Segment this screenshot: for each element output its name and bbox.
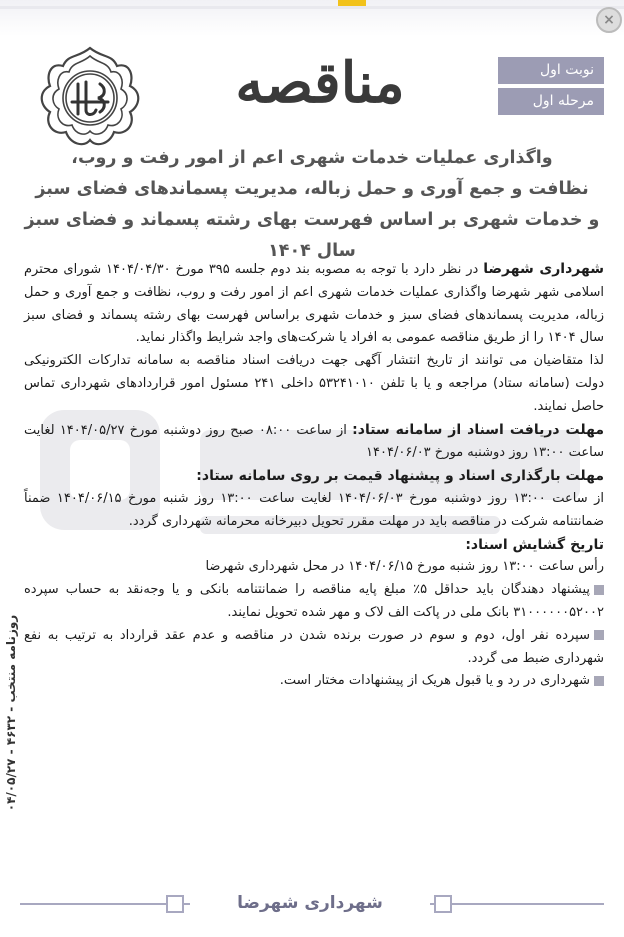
bullet-deposit bbox=[24, 625, 604, 671]
bullet-rights bbox=[24, 670, 604, 693]
newspaper-side-label bbox=[2, 583, 20, 843]
intro-text: در نظر دارد با توجه به مصوبه بند دوم جلسه ۳۹۵ مورخ ۱۴۰۴/۰۴/۳۰ شورای محترم اسلامی شهر شهرضا واگذاری عملیات خدمات شهری اعم از امور رفت و روب، نظافت و جمع آوری و حمل زباله، مدیریت پسماندهای فضای سبز و خدمات شهری براساس فهرست بهای رشته پسماند و فضای سبز سال ۱۴۰۴ را از طریق مناقصه عمومی به افراد یا شرکت‌های واجد شرایط واگذار نماید. bbox=[24, 262, 604, 346]
square-bullet-icon bbox=[594, 676, 604, 686]
footer-square-left-icon bbox=[166, 895, 184, 913]
upload-deadline-label: مهلت بارگذاری اسناد و پیشنهاد قیمت بر روی سامانه ستاد: bbox=[196, 468, 604, 485]
receive-deadline-paragraph bbox=[24, 419, 604, 466]
opening-text: رأس ساعت ۱۳:۰۰ روز شنبه مورخ ۱۴۰۴/۰۶/۱۵ در محل شهرداری شهرضا bbox=[205, 559, 604, 575]
square-bullet-icon bbox=[594, 630, 604, 640]
applicants-paragraph: لذا متقاضیان می توانند از تاریخ انتشار آگهی جهت دریافت اسناد مناقصه به سامانه تدارکات الکترونیکی دولت (سامانه ستاد) مراجعه و یا با تلفن ۵۳۲۴۱۰۱۰ داخلی ۲۴۱ مسئول امور قراردادهای شهرداری تماس حاصل نمایند. bbox=[24, 353, 604, 414]
notice-headline bbox=[22, 143, 602, 267]
close-button[interactable]: × bbox=[596, 7, 622, 33]
opening-label: تاریخ گشایش اسناد: bbox=[465, 536, 604, 553]
badge-stage: مرحله اول bbox=[498, 88, 604, 115]
headline-line-1: واگذاری عملیات خدمات شهری اعم از امور رفت و روب، bbox=[71, 148, 553, 168]
newspaper-issue-text: روزنامه منتخب - ۴۶۳۲ - ۰۴/۰۵/۲۷ bbox=[4, 614, 18, 812]
footer-municipality-name: شهرداری شهرضا bbox=[190, 886, 430, 920]
receive-deadline-label: مهلت دریافت اسناد از سامانه ستاد: bbox=[352, 421, 604, 438]
headline-line-3: و خدمات شهری بر اساس فهرست بهای رشته پسماند و فضای سبز سال ۱۴۰۴ bbox=[24, 210, 600, 261]
intro-paragraph bbox=[24, 258, 604, 350]
headline-line-2: نظافت و جمع آوری و حمل زباله، مدیریت پسماندهای فضای سبز bbox=[35, 179, 589, 199]
bullet-rights-text: شهرداری در رد و یا قبول هریک از پیشنهادات مختار است. bbox=[279, 673, 590, 689]
square-bullet-icon bbox=[594, 585, 604, 595]
badge-round: نوبت اول bbox=[498, 57, 604, 84]
footer-square-right-icon bbox=[434, 895, 452, 913]
organizer-name: شهرداری شهرضا bbox=[483, 261, 604, 277]
municipality-emblem-icon bbox=[30, 42, 150, 154]
top-rule bbox=[0, 6, 624, 9]
receive-deadline-text: از ساعت ۰۸:۰۰ صبح روز دوشنبه مورخ ۱۴۰۴/۰۵/۲۷ لغایت ساعت ۱۳:۰۰ روز دوشنبه مورخ ۱۴۰۴/۰۶/۰۳ bbox=[24, 422, 604, 461]
bullet-deposit-text: سپرده نفر اول، دوم و سوم در صورت برنده شدن در مناقصه و عدم عقد قرارداد به ترتیب به نفع شهرداری ضبط می گردد. bbox=[24, 627, 604, 666]
bullet-guarantee-text: پیشنهاد دهندگان باید حداقل ۵٪ مبلغ پایه مناقصه را ضمانتنامه بانکی و یا وجه‌نقد به حساب سپرده ۳۱۰۰۰۰۰۰۵۲۰۰۲ بانک ملی در پاکت الف لاک و مهر شده تحویل نمایند. bbox=[24, 582, 604, 620]
upload-deadline-text: از ساعت ۱۳:۰۰ روز دوشنبه مورخ ۱۴۰۴/۰۶/۰۳ لغایت ساعت ۱۳:۰۰ روز شنبه مورخ ۱۴۰۴/۰۶/۱۵ ضمناً ضمانتنامه شرکت در مناقصه باید در مهلت مقرر تحویل دبیرخانه محرمانه شهرداری گردد. bbox=[24, 490, 605, 529]
page-title: مناقصه bbox=[235, 50, 405, 116]
notice-body bbox=[24, 258, 604, 693]
bullet-guarantee bbox=[24, 579, 604, 625]
